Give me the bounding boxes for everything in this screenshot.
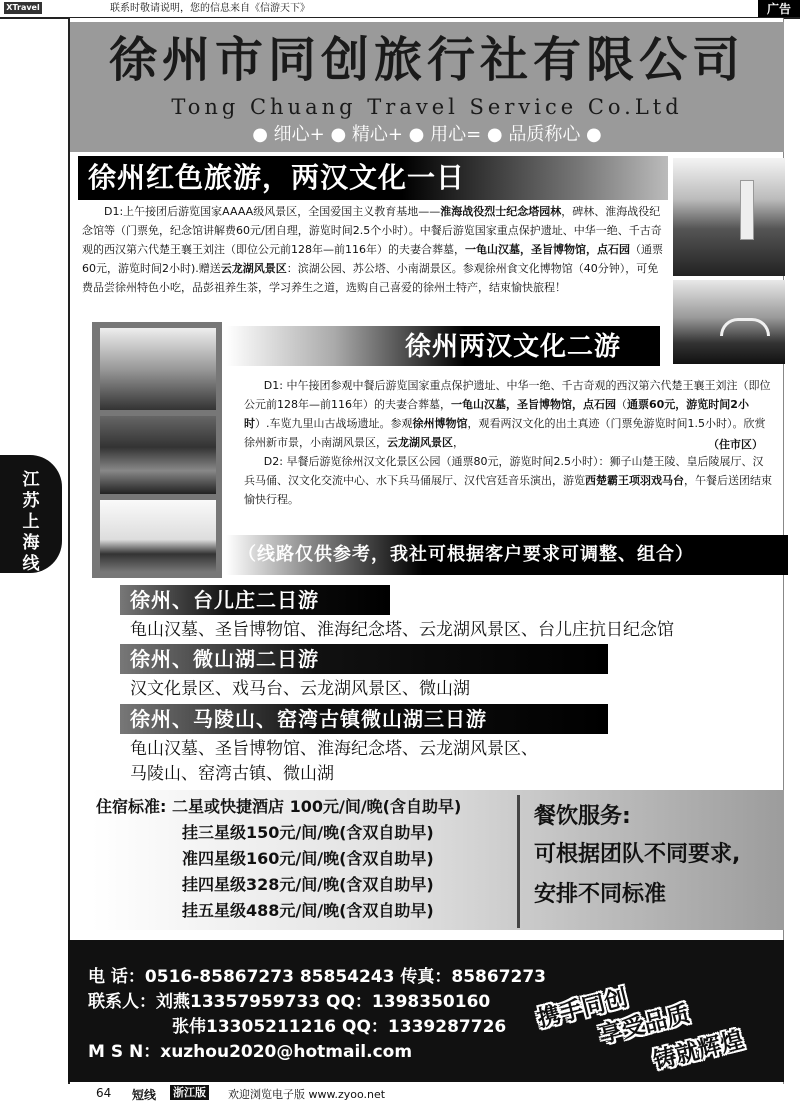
route1-desc: 龟山汉墓、圣旨博物馆、淮海纪念塔、云龙湖风景区、台儿庄抗日纪念馆 [130, 620, 674, 640]
route2-title: 徐州、微山湖二日游 [130, 647, 319, 671]
motto-line-2: 享受品质 [596, 1000, 693, 1049]
route-note: （线路仅供参考，我社可根据客户要求可调整、组合） [238, 544, 694, 565]
dining-line: 安排不同标准 [534, 882, 667, 907]
tour2-lodging-note: （住市区） [708, 438, 763, 451]
highlight-text: 徐州博物馆 [412, 417, 468, 430]
highlight-text: 西楚霸王项羽戏马台 [585, 474, 684, 487]
edition-tag: 浙江版 [170, 1085, 209, 1100]
motto-line-1: 携手同创 [534, 984, 631, 1033]
body-text: ，午餐后送团结束愉快行程。 [244, 474, 772, 506]
body-text: ：滨湖公园、苏公塔、小南湖景区。参观徐州食文化博物馆（40分钟），可免费品尝徐州特色小吃，品彭祖养生茶，学习养生之道，选购自己喜爱的徐州土特产，结束愉快旅程！ [82, 262, 659, 294]
contact-person-1: 联系人：刘燕13357959733 QQ：1398350160 [88, 992, 491, 1012]
company-name: 徐州市同创旅行社有限公司 [108, 32, 745, 88]
msn-email: M S N：xuzhou2020@hotmail.com [88, 1042, 413, 1062]
lodging-option: 挂三星级150元/间/晚(含双自助早) [182, 823, 434, 842]
tour1-itinerary [82, 202, 668, 297]
dining-line: 可根据团队不同要求, [534, 842, 741, 867]
body-text: （通票60元，游览时间2小时).赠送 [82, 243, 663, 275]
dining-title: 餐饮服务: [534, 804, 631, 829]
highlight-text: 通票60元，游览时间2小时 [244, 398, 749, 430]
phone-fax: 电 话：0516-85867273 85854243 传真：85867273 [88, 967, 547, 987]
tour2-title: 徐州两汉文化二游 [405, 332, 622, 362]
route3-desc-line1: 龟山汉墓、圣旨博物馆、淮海纪念塔、云龙湖风景区、 [130, 739, 538, 759]
lodging-label: 住宿标准: [96, 797, 167, 816]
source-notice: 联系时敬请说明，您的信息来自《信游天下》 [110, 3, 310, 14]
route1-title: 徐州、台儿庄二日游 [130, 588, 319, 612]
contact-person-2: 张伟13305211216 QQ：1339287726 [172, 1017, 507, 1037]
lodging-divider [517, 795, 520, 928]
section-name: 短线 [132, 1088, 157, 1102]
body-text: D1:上午接团后游览国家AAAA级风景区，全国爱国主义教育基地—— [104, 205, 441, 218]
body-text: D2: 早餐后游览徐州汉文化景区公园（通票80元，游览时间2.5小时）：狮子山楚王陵、皇后陵展厅、汉兵马俑、汉文化交流中心、水下兵马俑展厅、汉代宫廷音乐演出，游览 [244, 455, 764, 487]
highlight-text: 云龙湖风景区 [220, 262, 287, 275]
memorial-tower-shape [740, 180, 754, 240]
terracotta-warriors-photo [100, 416, 216, 494]
route2-desc: 汉文化景区、戏马台、云龙湖风景区、微山湖 [130, 679, 470, 699]
tour2-itinerary [244, 376, 772, 509]
pavilion-photo [100, 500, 216, 572]
monument-photo [673, 158, 785, 276]
tour1-title: 徐州红色旅游，两汉文化一日 [88, 161, 466, 194]
section-side-tab-label: 江苏上海线 [22, 470, 40, 574]
tour2-day1 [244, 376, 772, 452]
route3-title: 徐州、马陵山、窑湾古镇微山湖三日游 [130, 707, 487, 731]
body-text: ， [453, 436, 464, 449]
route3-desc-line2: 马陵山、窑湾古镇、微山湖 [130, 764, 334, 784]
page-number: 64 [96, 1086, 112, 1100]
body-text: （ [616, 398, 627, 411]
body-text: ）.车览九里山古战场遗址。参观 [255, 417, 413, 430]
body-text: ，观看两汉文化的出土真迹（门票免游览时间1.5小时）。欣赏徐州新市景，小南湖风景区， [244, 417, 766, 449]
highlight-text: 一龟山汉墓，圣旨博物馆，点石园 [465, 243, 630, 256]
magazine-logo: XTravel [4, 2, 42, 14]
tour2-day2 [244, 452, 772, 509]
palace-photo [100, 328, 216, 410]
highlight-text: 淮海战役烈士纪念塔园林 [440, 205, 562, 218]
lodging-option: 准四星级160元/间/晚(含双自助早) [182, 849, 434, 868]
body-text: ，碑林、淮海战役纪念馆等（门票免，纪念馆讲解费60元/团自理，游览时间2.5个小时）。中餐后游览国家重点保护遗址、中华一绝、千古奇观的西汉第六代楚王襄王刘注（即位公元前128年—前116年）的夫妻合葬墓， [82, 205, 662, 256]
ad-label: 广告 [758, 0, 800, 18]
lodging-option: 挂四星级328元/间/晚(含双自助早) [182, 875, 434, 894]
slogan-line: ● 细心+ ● 精心+ ● 用心= ● 品质称心 ● [252, 124, 602, 145]
highlight-text: 云龙湖风景区 [387, 436, 453, 449]
lodging-option: 二星或快捷酒店 100元/间/晚(含自助早) [172, 797, 462, 816]
body-text: D1: 中午接团参观中餐后游览国家重点保护遗址、中华一绝、千古奇观的西汉第六代楚王襄王刘注（即位公元前128年—前116年）的夫妻合葬墓， [244, 379, 771, 411]
company-name-english: Tong Chuang Travel Service Co.Ltd [171, 95, 683, 119]
lodging-option: 挂五星级488元/间/晚(含双自助早) [182, 901, 434, 920]
motto-line-3: 铸就辉煌 [650, 1026, 747, 1075]
footer-website: 欢迎浏览电子版 www.zyoo.net [228, 1088, 386, 1101]
highlight-text: 一龟山汉墓，圣旨博物馆，点石园 [451, 398, 616, 411]
arch-bridge-shape [720, 318, 770, 336]
